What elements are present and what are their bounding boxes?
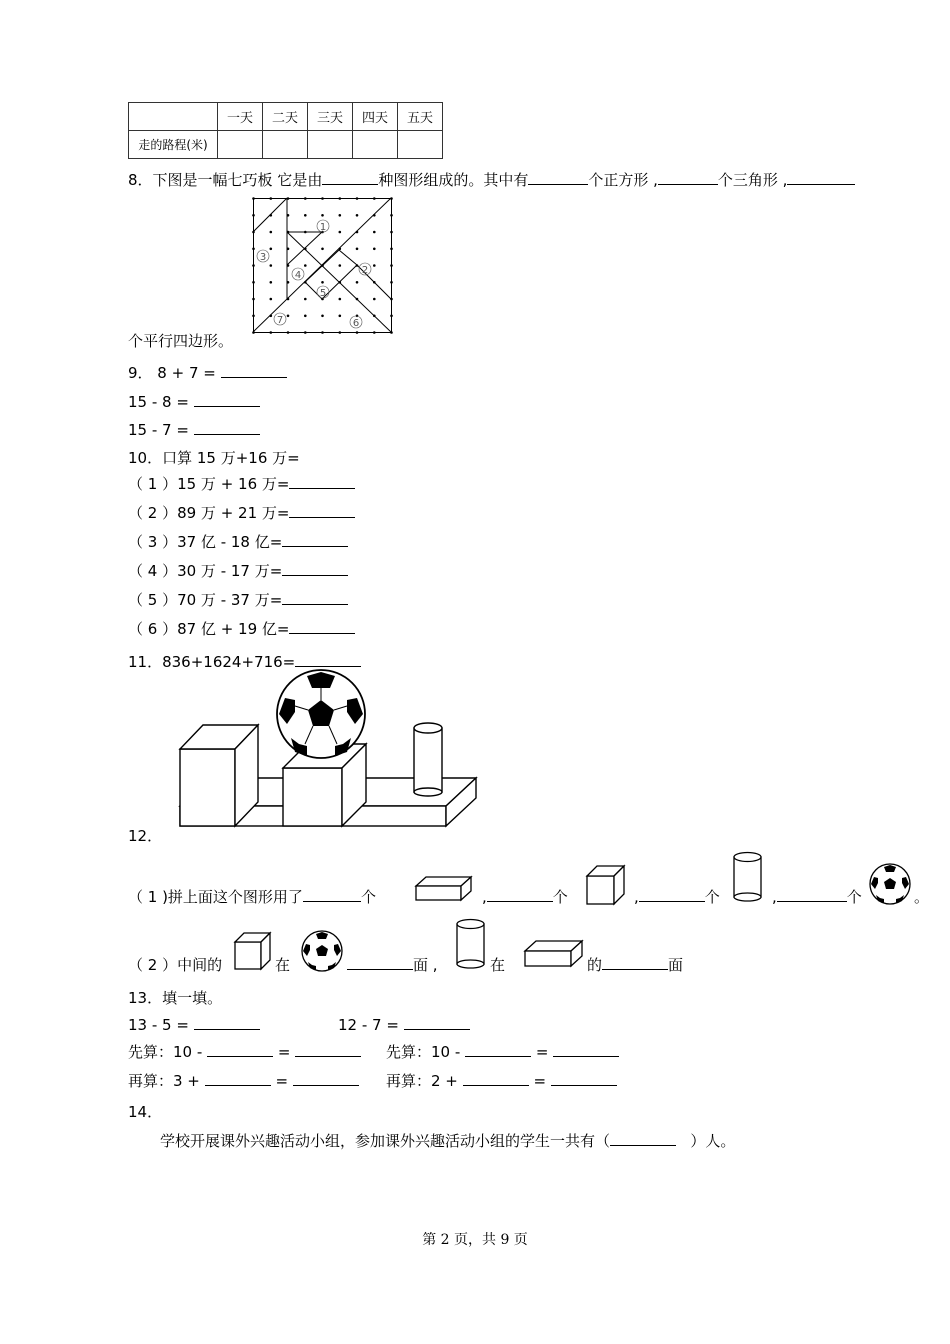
q13-right-1	[338, 1015, 470, 1035]
answer-blank[interactable]	[295, 1042, 361, 1057]
q9-line	[128, 392, 260, 412]
answer-blank[interactable]	[602, 955, 668, 970]
answer-blank[interactable]	[289, 619, 355, 634]
q12-unit: 个	[846, 888, 862, 906]
q9-text: 15 - 7 =	[128, 421, 189, 439]
answer-blank[interactable]	[404, 1015, 470, 1030]
q13-text: 再算：3 +	[128, 1072, 200, 1090]
q12-sep: ,	[772, 888, 777, 906]
grid-dot	[321, 315, 324, 318]
answer-blank[interactable]	[293, 1071, 359, 1086]
table-cell[interactable]	[353, 131, 398, 159]
tangram-label: 3	[259, 252, 267, 263]
answer-blank[interactable]	[610, 1131, 676, 1146]
slab-icon	[524, 938, 584, 968]
grid-dot	[270, 231, 273, 234]
grid-dot	[356, 214, 359, 217]
q9-text: 9． 8 + 7 =	[128, 364, 216, 382]
q13-right-2	[386, 1042, 619, 1062]
q10-text: （ 3 ）37 亿 - 18 亿=	[128, 533, 283, 551]
q12-sep: ,	[634, 888, 639, 906]
grid-dot	[287, 315, 290, 318]
q8-text: 个正方形 ,	[588, 171, 658, 189]
q13-text: 13 - 5 =	[128, 1016, 189, 1034]
soccer-ball-icon	[868, 862, 912, 906]
q13-title: 13．填一填。	[128, 989, 223, 1007]
q12-face: 面 ,	[413, 956, 438, 974]
answer-blank[interactable]	[194, 420, 260, 435]
q13-text: 先算：10 -	[128, 1043, 203, 1061]
answer-blank[interactable]	[303, 887, 361, 902]
q9-line	[128, 420, 260, 440]
q14-text	[160, 1131, 735, 1151]
grid-dot	[339, 315, 342, 318]
q10-text: （ 2 ）89 万 + 21 万=	[128, 504, 290, 522]
grid-dot	[339, 214, 342, 217]
q13-text: 再算：2 +	[386, 1072, 458, 1090]
tangram-figure	[253, 198, 393, 334]
q13-left-2	[128, 1042, 361, 1062]
answer-blank[interactable]	[528, 170, 588, 185]
table-header: 五天	[398, 103, 443, 131]
question-8	[128, 170, 855, 190]
q11-text: 11．836+1624+716=	[128, 653, 296, 671]
q12-part2c	[587, 955, 683, 975]
cylinder-icon	[456, 918, 486, 970]
grid-dot	[373, 264, 376, 267]
q12-at: 在	[275, 956, 291, 974]
answer-blank[interactable]	[658, 170, 718, 185]
q14-text-a: 学校开展课外兴趣活动小组，参加课外兴趣活动小组的学生一共有（	[160, 1132, 611, 1150]
grid-dot	[321, 214, 324, 217]
q13-eq: =	[535, 1043, 549, 1061]
q12-sep: ,	[482, 888, 487, 906]
q12-unit: 个	[552, 888, 568, 906]
grid-dot	[304, 264, 307, 267]
answer-blank[interactable]	[777, 887, 847, 902]
q12-unit: 个	[704, 888, 720, 906]
grid-dot	[373, 248, 376, 251]
tangram-label: 6	[352, 318, 360, 329]
table-header: 一天	[218, 103, 263, 131]
grid-dot	[356, 281, 359, 284]
table-cell[interactable]	[218, 131, 263, 159]
cube-icon	[234, 931, 272, 971]
grid-dot	[373, 231, 376, 234]
grid-dot	[339, 264, 342, 267]
q13-text: 先算：10 -	[386, 1043, 461, 1061]
table-corner	[129, 103, 218, 131]
grid-dot	[321, 248, 324, 251]
q10-item	[128, 561, 348, 581]
q12-face2: 面	[668, 956, 684, 974]
answer-blank[interactable]	[221, 363, 287, 378]
answer-blank[interactable]	[553, 1042, 619, 1057]
answer-blank[interactable]	[282, 561, 348, 576]
cylinder-icon	[733, 851, 763, 903]
grid-dot	[270, 248, 273, 251]
grid-dot	[304, 214, 307, 217]
answer-blank[interactable]	[551, 1071, 617, 1086]
table-cell[interactable]	[398, 131, 443, 159]
q8-text: 种图形组成的。其中有	[378, 171, 529, 189]
answer-blank[interactable]	[787, 170, 855, 185]
tangram-label: 2	[361, 265, 369, 276]
blocks-figure	[176, 670, 481, 832]
cube-icon	[586, 864, 626, 906]
answer-blank[interactable]	[282, 532, 348, 547]
q12-part2: （ 2 ）中间的	[128, 956, 223, 974]
tangram-label: 1	[319, 222, 327, 233]
q13-right-3	[386, 1071, 617, 1091]
q10-item	[128, 619, 355, 639]
answer-blank[interactable]	[282, 590, 348, 605]
q10-item	[128, 532, 348, 552]
q9-line	[128, 363, 287, 383]
q10-text: （ 1 ）15 万 + 16 万=	[128, 475, 290, 493]
question-11	[128, 652, 361, 672]
soccer-ball-icon	[300, 929, 344, 973]
answer-blank[interactable]	[322, 170, 378, 185]
q9-text: 15 - 8 =	[128, 393, 189, 411]
q14-number: 14．	[128, 1103, 163, 1121]
tangram-label: 4	[294, 270, 302, 281]
table-row-label: 走的路程(米)	[129, 131, 218, 159]
page-footer: 第 2 页，共 9 页	[422, 1232, 528, 1248]
q10-item	[128, 503, 355, 523]
table-header: 三天	[308, 103, 353, 131]
slab-icon	[415, 874, 473, 902]
answer-blank[interactable]	[639, 887, 705, 902]
grid-dot	[270, 281, 273, 284]
q12-unit: 个	[360, 888, 376, 906]
q14-text-b: ）人。	[690, 1132, 736, 1150]
grid-dot	[321, 281, 324, 284]
distance-table	[128, 102, 443, 159]
q13-eq: =	[277, 1043, 291, 1061]
q13-left-3	[128, 1071, 359, 1091]
q13-eq: =	[533, 1072, 547, 1090]
q12-part1d	[772, 887, 862, 907]
q10-item	[128, 474, 355, 494]
q12-part1	[128, 887, 376, 907]
q8-text: 个三角形 ,	[717, 171, 788, 189]
table-cell[interactable]	[263, 131, 308, 159]
tangram-label: 7	[276, 315, 284, 326]
q12-end: 。	[914, 888, 930, 906]
q12-part1c	[634, 887, 720, 907]
grid-dot	[270, 298, 273, 301]
q12-text: （ 1 )拼上面这个图形用了	[128, 888, 303, 906]
answer-blank[interactable]	[463, 1071, 529, 1086]
grid-dot	[270, 264, 273, 267]
tangram-label: 5	[319, 288, 327, 299]
answer-blank[interactable]	[487, 887, 553, 902]
soccer-ball-icon	[277, 670, 365, 758]
grid-dot	[339, 231, 342, 234]
grid-dot	[356, 248, 359, 251]
q10-item	[128, 590, 348, 610]
q12-number: 12．	[128, 827, 163, 845]
answer-blank[interactable]	[289, 503, 355, 518]
q10-text: （ 5 ）70 万 - 37 万=	[128, 591, 283, 609]
grid-dot	[304, 315, 307, 318]
q12-of: 的	[587, 956, 603, 974]
answer-blank[interactable]	[465, 1042, 531, 1057]
q13-left-1	[128, 1015, 260, 1035]
grid-dot	[339, 298, 342, 301]
answer-blank[interactable]	[205, 1071, 271, 1086]
answer-blank[interactable]	[207, 1042, 273, 1057]
table-cell[interactable]	[308, 131, 353, 159]
grid-dot	[304, 298, 307, 301]
q13-text: 12 - 7 =	[338, 1016, 399, 1034]
q10-text: （ 4 ）30 万 - 17 万=	[128, 562, 283, 580]
answer-blank[interactable]	[194, 392, 260, 407]
q12-part2b	[347, 955, 438, 975]
table-header: 二天	[263, 103, 308, 131]
answer-blank[interactable]	[295, 652, 361, 667]
q13-eq: =	[275, 1072, 289, 1090]
answer-blank[interactable]	[289, 474, 355, 489]
answer-blank[interactable]	[347, 955, 413, 970]
q10-text: （ 6 ）87 亿 + 19 亿=	[128, 620, 290, 638]
q10-title: 10．口算 15 万+16 万=	[128, 449, 300, 467]
answer-blank[interactable]	[194, 1015, 260, 1030]
q8-line2: 个平行四边形。	[128, 332, 234, 350]
q8-text: 8．下图是一幅七巧板 它是由	[128, 171, 323, 189]
grid-dot	[373, 298, 376, 301]
table-header: 四天	[353, 103, 398, 131]
q12-part1b	[482, 887, 568, 907]
q12-at2: 在	[490, 956, 506, 974]
